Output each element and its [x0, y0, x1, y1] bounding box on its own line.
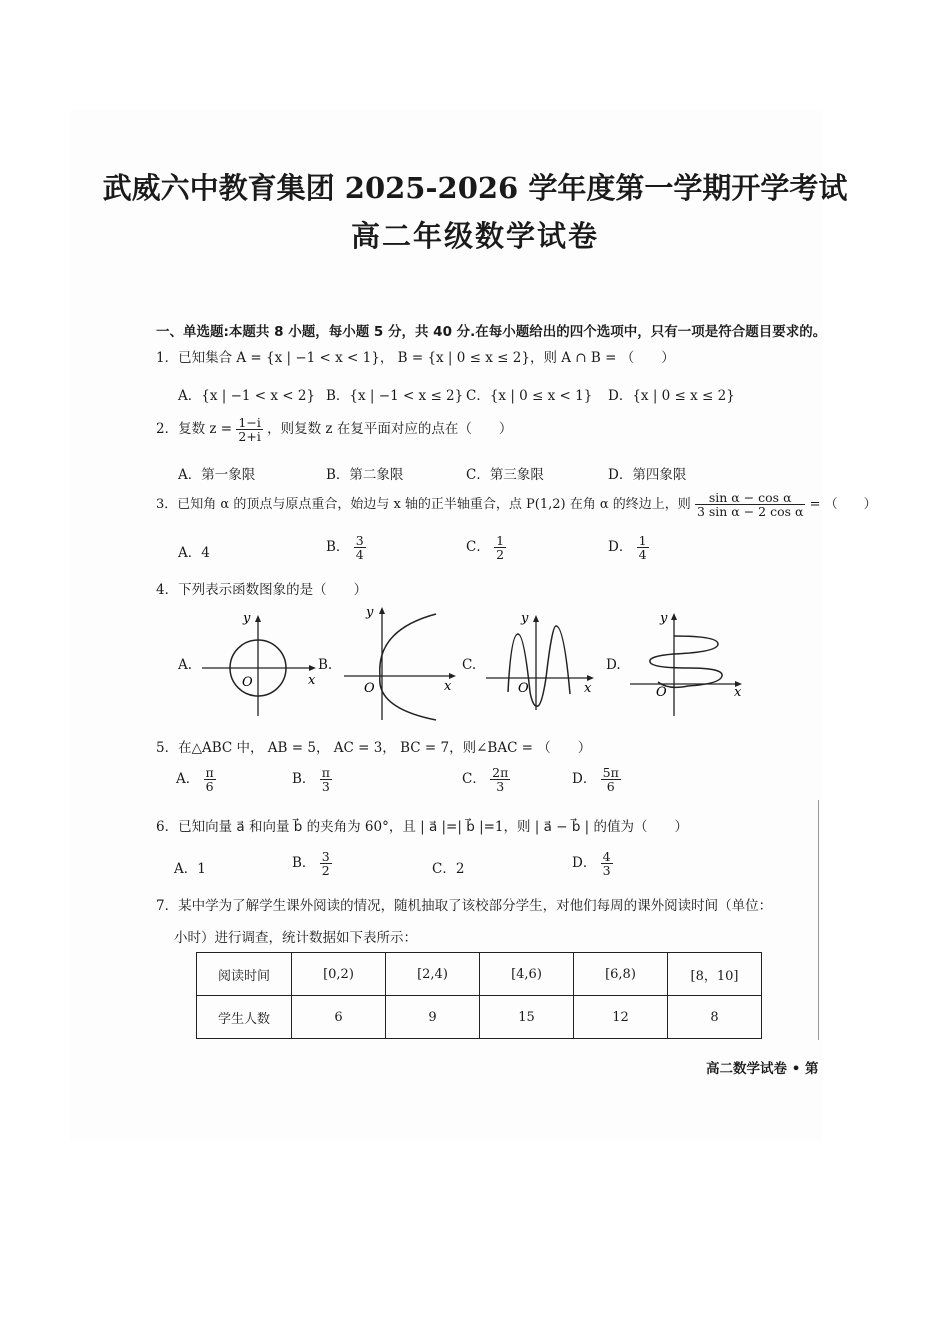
graph-d-curve: [650, 636, 722, 687]
q5-option-a: [176, 766, 216, 793]
q3-fraction: [695, 491, 806, 518]
graph-a-circle: [200, 606, 320, 720]
q1-option-c: C．{x | 0 ≤ x < 1}: [466, 388, 593, 404]
graph-a-y-label: y: [243, 611, 251, 626]
table-row: [197, 953, 762, 996]
graph-a-x-arrow: [309, 665, 316, 671]
question-7-stem-line2: 小时）进行调查，统计数据如下表所示：: [174, 930, 417, 946]
graph-d-x-label: x: [734, 685, 742, 700]
q5-option-c: [462, 766, 510, 793]
q2-stem-suffix: ，则复数 z 在复平面对应的点在（ ）: [267, 421, 513, 438]
q2-fraction: [236, 416, 262, 443]
q3-option-c-label: C．: [466, 539, 490, 556]
q5-d-num: 5π: [602, 765, 619, 780]
q2-option-b: B．第二象限: [326, 467, 404, 483]
q5-option-d: [572, 766, 621, 793]
q5-c-num: 2π: [492, 765, 509, 780]
q5-option-b: [292, 766, 332, 793]
graph-b-y-arrow: [379, 607, 385, 614]
table-cell: [8，10]: [668, 953, 762, 996]
q6-d-num: 4: [602, 849, 611, 864]
table-row: [197, 996, 762, 1039]
q3-c-den: 2: [496, 547, 505, 563]
table-cell: [0,2): [292, 953, 386, 996]
q1-option-a: A．{x | −1 < x < 2}: [178, 388, 316, 404]
q6-d-den: 3: [602, 863, 611, 879]
table-header-student-count: 学生人数: [197, 996, 292, 1039]
graph-d-sideways: [628, 606, 750, 718]
q6-b-label: B．: [292, 855, 316, 872]
exam-title: 武威六中教育集团 2025-2026 学年度第一学期开学考试: [102, 171, 848, 205]
table-cell: 8: [668, 996, 762, 1039]
q3-option-c: [466, 534, 506, 561]
q3-option-b: [326, 534, 366, 561]
q1-option-b: B．{x | −1 < x ≤ 2}: [326, 388, 464, 404]
q3-b-den: 4: [355, 547, 364, 563]
q2-frac-den: 2+i: [238, 429, 261, 445]
q2-frac-num: 1−i: [238, 415, 261, 430]
question-6-stem: 6．已知向量 a⃗ 和向量 b⃗ 的夹角为 60°，且 | a⃗ |=| b⃗ |=1，则 | a⃗ − b⃗ | 的值为（ ）: [156, 819, 689, 835]
q1-option-d: D．{x | 0 ≤ x ≤ 2}: [608, 388, 735, 404]
q3-c-num: 1: [496, 533, 505, 548]
q3-stem-suffix: = （ ）: [809, 497, 877, 513]
graph-a-y-arrow: [255, 615, 261, 622]
question-7-stem-line1: 7．某中学为了解学生课外阅读的情况，随机抽取了该校部分学生，对他们每周的课外阅读时间（单位：: [156, 898, 773, 914]
table-cell: 9: [386, 996, 480, 1039]
q3-option-b-label: B．: [326, 539, 350, 556]
question-5-stem: 5．在△ABC 中， AB = 5， AC = 3， BC = 7，则∠BAC = （ ）: [156, 740, 592, 756]
q4-label-b: B.: [318, 657, 333, 673]
q3-option-a: A．4: [178, 545, 210, 561]
graph-c-origin: O: [518, 681, 529, 696]
section-heading: 一、单选题:本题共 8 小题，每小题 5 分，共 40 分.在每小题给出的四个选项中，只有一项是符合题目要求的。: [156, 324, 827, 340]
q5-b-num: π: [321, 765, 330, 780]
graph-b-x-label: x: [444, 679, 452, 694]
q4-label-c: C.: [462, 657, 477, 673]
table-cell: 6: [292, 996, 386, 1039]
q5-a-num: π: [205, 765, 214, 780]
graph-c-y-label: y: [521, 611, 529, 626]
q6-option-a: A．1: [174, 861, 206, 877]
question-2-stem: [156, 416, 512, 443]
table-cell: 15: [480, 996, 574, 1039]
exam-subtitle: 高二年级数学试卷: [350, 219, 599, 253]
table-cell: [6,8): [574, 953, 668, 996]
q5-b-den: 3: [321, 779, 330, 795]
q6-b-den: 2: [321, 863, 330, 879]
q6-option-d: [572, 850, 613, 877]
q3-stem-prefix: 3．已知角 α 的顶点与原点重合，始边与 x 轴的正半轴重合，点 P(1,2) 在角 α 的终边上，则: [156, 497, 691, 513]
q5-b-label: B．: [292, 771, 316, 788]
reading-time-table: [196, 952, 762, 1039]
graph-c-wave: [484, 606, 602, 716]
graph-a-origin: O: [242, 675, 253, 690]
q6-option-c: C．2: [432, 861, 465, 877]
question-1-stem: 1．已知集合 A = {x | −1 < x < 1}， B = {x | 0 ≤ x ≤ 2}，则 A ∩ B = （ ）: [156, 350, 675, 366]
table-cell: [4,6): [480, 953, 574, 996]
q5-c-den: 3: [496, 779, 505, 795]
q3-option-d: [608, 534, 649, 561]
graph-b-y-label: y: [366, 605, 374, 620]
page-footer: 高二数学试卷 • 第: [706, 1061, 819, 1077]
page-edge-line: [818, 800, 819, 1040]
graph-d-y-label: y: [660, 611, 668, 626]
q2-option-c: C．第三象限: [466, 467, 544, 483]
q3-b-num: 3: [355, 533, 364, 548]
q6-option-b: [292, 850, 332, 877]
graph-b-origin: O: [364, 681, 375, 696]
q5-a-den: 6: [205, 779, 214, 795]
q6-b-num: 3: [321, 849, 330, 864]
graph-d-y-arrow: [671, 613, 677, 620]
q3-d-num: 1: [638, 533, 647, 548]
q4-label-a: A.: [178, 657, 193, 673]
table-cell: 12: [574, 996, 668, 1039]
graph-b-curve: [380, 614, 436, 720]
q2-option-d: D．第四象限: [608, 467, 687, 483]
q6-d-label: D．: [572, 855, 597, 872]
q3-frac-num: sin α − cos α: [695, 491, 806, 505]
table-cell: [2,4): [386, 953, 480, 996]
q5-c-label: C．: [462, 771, 486, 788]
graph-b-parabola: [340, 600, 460, 722]
q5-a-label: A．: [176, 771, 200, 788]
q3-d-den: 4: [638, 547, 647, 563]
q5-d-label: D．: [572, 771, 597, 788]
q4-label-d: D.: [606, 657, 621, 673]
graph-d-origin: O: [656, 685, 667, 700]
q3-frac-den: 3 sin α − 2 cos α: [696, 504, 804, 520]
q2-stem-prefix: 2．复数 z =: [156, 421, 233, 438]
table-header-reading-time: 阅读时间: [197, 953, 292, 996]
question-4-stem: 4．下列表示函数图象的是（ ）: [156, 582, 368, 598]
graph-c-y-arrow: [533, 615, 539, 622]
q3-option-d-label: D．: [608, 539, 633, 556]
graph-a-x-label: x: [308, 673, 316, 688]
q5-d-den: 6: [606, 779, 615, 795]
q2-option-a: A．第一象限: [178, 467, 256, 483]
graph-c-x-label: x: [584, 681, 592, 696]
question-3-stem: [156, 491, 877, 518]
